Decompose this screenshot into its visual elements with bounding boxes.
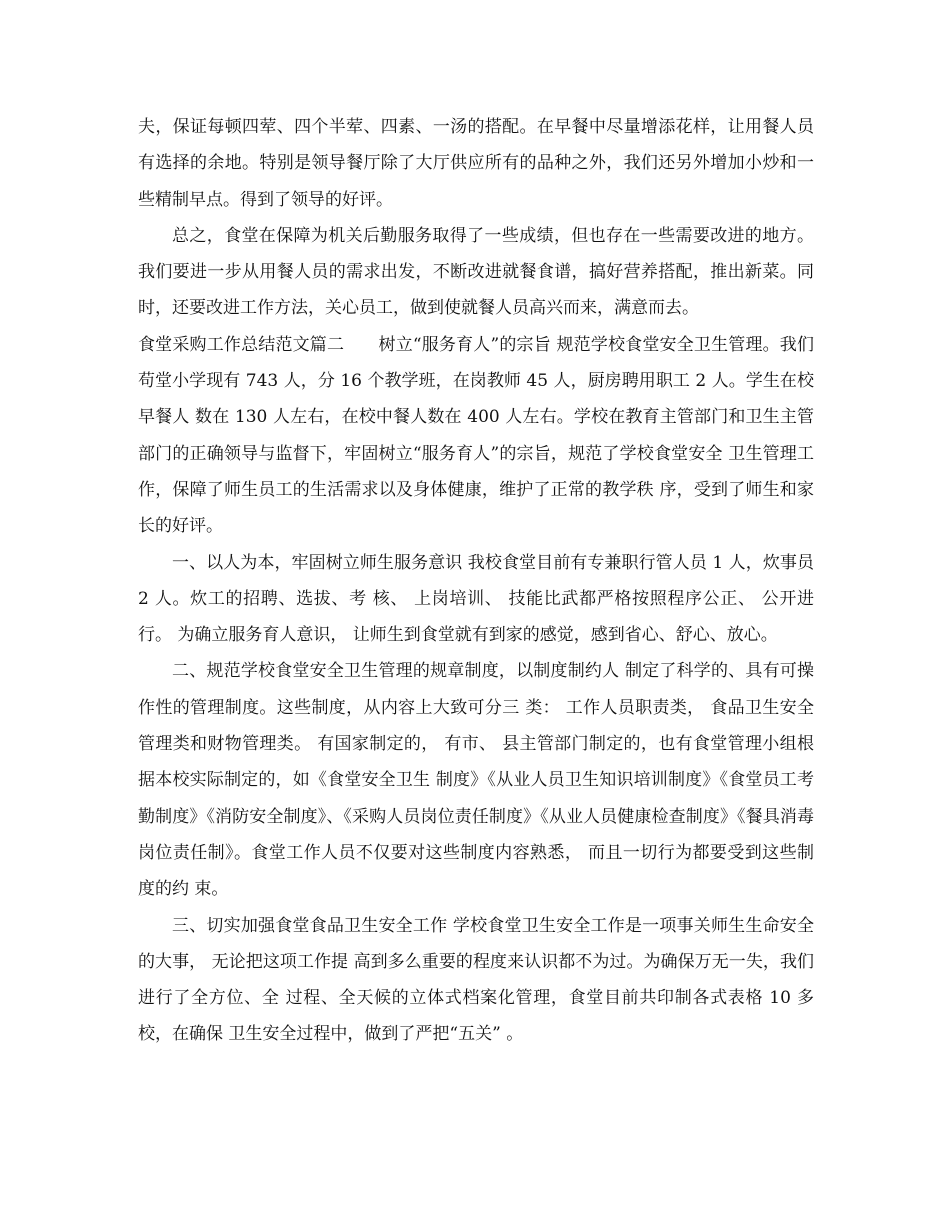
paragraph-6: 三、切实加强食堂食品卫生安全工作 学校食堂卫生安全工作是一项事关师生生命安全的大事， 无论把这项工作提 高到多么重要的程度来认识都不为过。为确保万无一失，我们进行了全方位、全 过程、全天候的立体式档案化管理，食堂目前共印制各式表格 10 多校，在确保 卫生安全过程中，做到了严把“五关” 。 <box>138 915 814 1045</box>
document-body <box>138 109 814 1053</box>
paragraph-3: 食堂采购工作总结范文篇二 树立“服务育人”的宗旨 规范学校食堂安全卫生管理。我们苟堂小学现有 743 人，分 16 个教学班，在岗教师 45 人，厨房聘用职工 2 人。学生在校早餐人 数在 130 人左右，在校中餐人数在 400 人左右。学校在教育主管部门和卫生主管 部门的正确领导与监督下，牢固树立“服务育人”的宗旨，规范了学校食堂安全 卫生管理工作，保障了师生员工的生活需求以及身体健康，维护了正常的教学秩 序，受到了师生和家长的好评。 <box>138 334 814 537</box>
paragraph-2: 总之，食堂在保障为机关后勤服务取得了一些成绩，但也存在一些需要改进的地方。我们要进一步从用餐人员的需求出发，不断改进就餐食谱，搞好营养搭配，推出新菜。同时，还要改进工作方法，关心员工，做到使就餐人员高兴而来，满意而去。 <box>138 225 814 319</box>
paragraph-4: 一、以人为本，牢固树立师生服务意识 我校食堂目前有专兼职行管人员 1 人，炊事员 2 人。炊工的招聘、选拔、考 核、 上岗培训、 技能比武都严格按照程序公正、 公开进行。 为确立服务育人意识， 让师生到食堂就有到家的感觉，感到省心、舒心、放心。 <box>138 552 814 646</box>
paragraph-5: 二、规范学校食堂安全卫生管理的规章制度，以制度制约人 制定了科学的、具有可操作性的管理制度。这些制度，从内容上大致可分三 类： 工作人员职责类， 食品卫生安全管理类和财物管理类。 有国家制定的， 有市、 县主管部门制定的，也有食堂管理小组根据本校实际制定的，如《食堂安全卫生 制度》《从业人员卫生知识培训制度》《食堂员工考勤制度》《消防安全制度》、《采购人员岗位责任制度》《从业人员健康检查制度》《餐具消毒岗位责任制》。食堂工作人员不仅要对这些制度内容熟悉， 而且一切行为都要受到这些制度的约 束。 <box>138 661 814 900</box>
paragraph-1: 夫，保证每顿四荤、四个半荤、四素、一汤的搭配。在早餐中尽量增添花样，让用餐人员有选择的余地。特别是领导餐厅除了大厅供应所有的品种之外，我们还另外增加小炒和一些精制早点。得到了领导的好评。 <box>138 117 814 210</box>
